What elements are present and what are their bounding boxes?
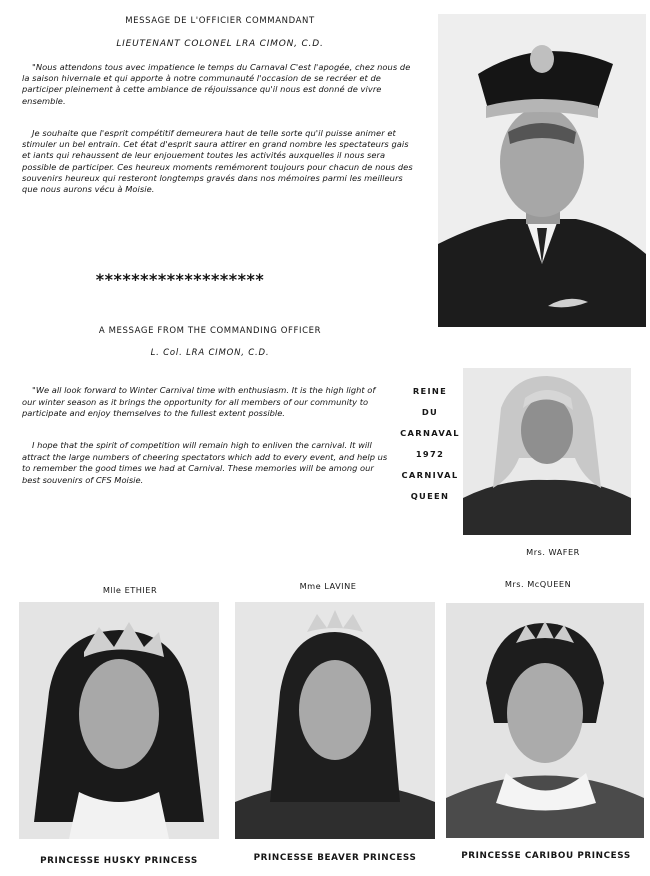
french-officer-name: LIEUTENANT COLONEL LRA CIMON, C.D. bbox=[116, 39, 324, 49]
princess-name: Mlle ETHIER bbox=[102, 585, 158, 595]
officer-photo bbox=[438, 14, 646, 327]
queen-title-line: REINE bbox=[412, 386, 448, 396]
princess-caption: PRINCESSE BEAVER PRINCESS bbox=[253, 853, 417, 863]
english-paragraph-2: I hope that the spirit of competition will remain high to enliven the carnival. It will attract the large numbers of cheering spectators which add to every event, and help us to remember the good times we had at Carnival. These memories will be among our best souvenirs of CFS Moisie. bbox=[22, 440, 388, 485]
french-heading: MESSAGE DE L'OFFICIER COMMANDANT bbox=[125, 16, 315, 26]
queen-photo bbox=[463, 368, 631, 535]
princess-husky-photo bbox=[19, 602, 219, 839]
english-paragraph-1: "We all look forward to Winter Carnival time with enthusiasm. It is the high light of our winter season as it brings the opportunity for all members of our community to participate and enjoy themselves to the fullest extent possible. bbox=[22, 385, 376, 418]
princess-caption: PRINCESSE HUSKY PRINCESS bbox=[40, 856, 198, 866]
french-paragraph-2: Je souhaite que l'esprit compétitif demeurera haut de telle sorte qu'il puisse animer et stimuler un bel entrain. Cet état d'esprit saura attirer en grand nombre les spectateurs gais et iants qui rehaussent de leur enjouement toutes les activités auxquelles il nous sera possible de participer. Ces heureux moments remémorent toujours pour chacun de nous des souvenirs heureux qui resteront longtemps gravés dans nos mémoires parmi les meilleurs que nous aurons vécu à Moisie. bbox=[22, 128, 413, 195]
english-heading: A MESSAGE FROM THE COMMANDING OFFICER bbox=[98, 326, 322, 336]
princess-name: Mme LAVINE bbox=[299, 581, 357, 591]
queen-name: Mrs. WAFER bbox=[526, 547, 580, 557]
queen-title-line: QUEEN bbox=[410, 491, 450, 501]
asterisk-divider: ******************* bbox=[95, 270, 265, 289]
queen-title-line: 1972 bbox=[415, 449, 445, 459]
princess-beaver-photo bbox=[235, 602, 435, 839]
queen-title-line: DU bbox=[421, 407, 439, 417]
queen-title bbox=[392, 386, 468, 512]
english-officer-name: L. Col. LRA CIMON, C.D. bbox=[150, 348, 270, 358]
french-paragraph-1: "Nous attendons tous avec impatience le temps du Carnaval C'est l'apogée, chez nous de la saison hivernale et qui apporte à notre communauté l'occasion de se recréer et de participer pleinement à cette ambiance de réjouissance qu'il nous est donné de vivre ensemble. bbox=[22, 62, 411, 106]
queen-title-line: CARNAVAL bbox=[400, 428, 460, 438]
princess-caribou-photo bbox=[446, 603, 644, 838]
princess-name: Mrs. McQUEEN bbox=[504, 579, 572, 589]
queen-title-line: CARNIVAL bbox=[401, 470, 459, 480]
princess-caption: PRINCESSE CARIBOU PRINCESS bbox=[461, 851, 631, 861]
